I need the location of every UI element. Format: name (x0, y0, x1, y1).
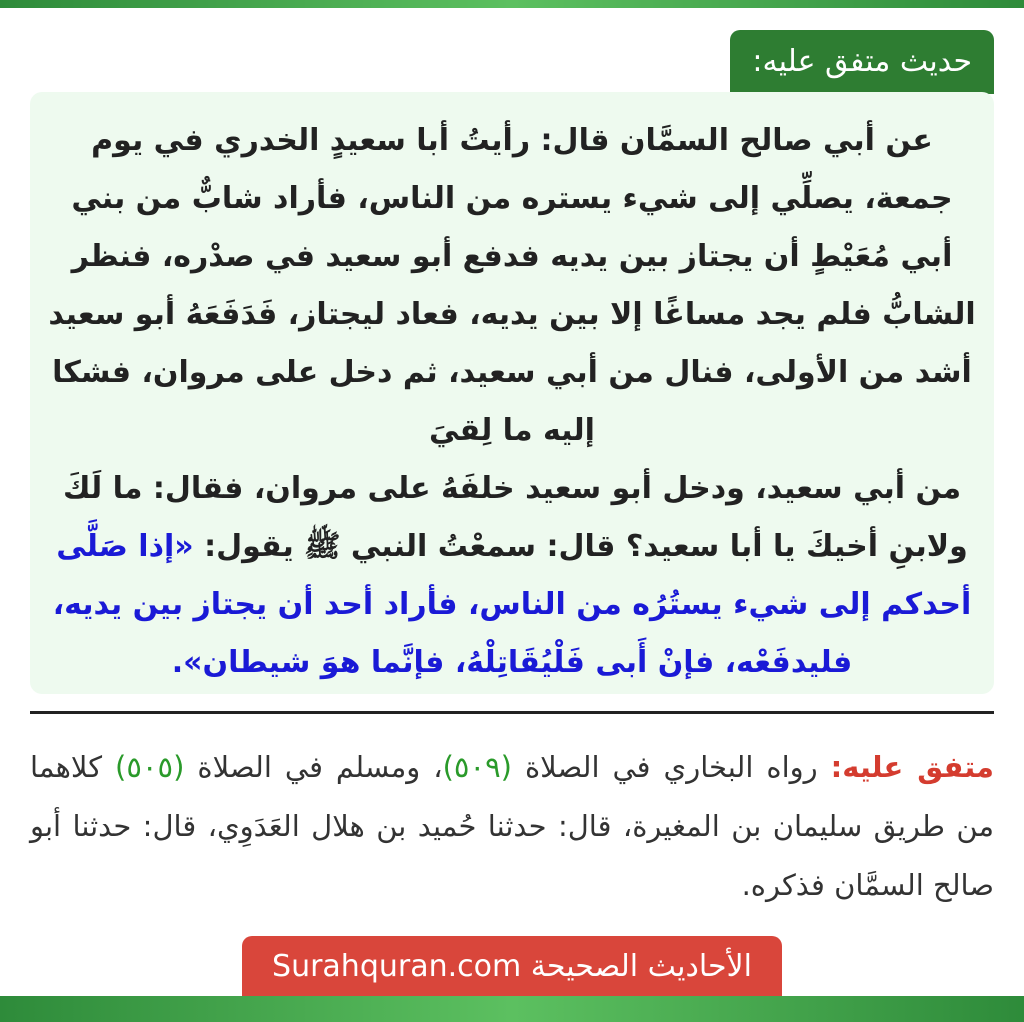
bukhari-number: (٥٠٩) (442, 750, 512, 784)
hadith-type-label: حديث متفق عليه: (730, 30, 994, 94)
takhrij-lead: متفق عليه: (830, 750, 994, 784)
hadith-continuation-text: من أبي سعيد، ودخل أبو سعيد خلفَهُ على مروان، فقال: ما لَكَ ولابنِ أخيكَ يا أبا سعيد؟ قال: سمعْتُ النبي ﷺ يقول: (62, 471, 968, 564)
section-divider (30, 711, 994, 714)
hadith-narration-text: عن أبي صالح السمَّان قال: رأيتُ أبا سعيدٍ الخدري في يوم جمعة، يصلِّي إلى شيء يستره من الناس، فأراد شابٌّ من بني أبي مُعَيْطٍ أن يجتاز بين يديه فدفع أبو سعيد في صدْره، فنظر الشابُّ فلم يجد مساغًا إلا بين يديه، فعاد ليجتاز، فَدَفَعَهُ أبو سعيد أشد من الأولى، فنال من أبي سعيد، ثم دخل على مروان، فشكا إليه ما لِقيَ (48, 123, 976, 448)
takhrij-text-1: رواه البخاري في الصلاة (511, 750, 831, 784)
hadith-continuation (48, 460, 976, 692)
bottom-accent-bar (0, 996, 1024, 1022)
takhrij-text-3: كلاهما من طريق سليمان بن المغيرة، قال: حدثنا حُميد بن هلال العَدَوِي، قال: حدثنا أبو صالح السمَّان فذكره. (30, 750, 994, 902)
top-accent-bar (0, 0, 1024, 8)
hadith-narration (48, 112, 976, 460)
muslim-number: (٥٠٥) (115, 750, 185, 784)
hadith-text-box (30, 92, 994, 694)
prophetic-quote: «إذا صَلَّى أحدكم إلى شيء يستُرُه من الناس، فأراد أحد أن يجتاز بين يديه، فليدفَعْه، فإنْ أَبى فَلْيُقَاتِلْهُ، فإنَّما هوَ شيطان». (52, 529, 972, 680)
takhrij-paragraph (30, 738, 994, 915)
source-badge[interactable]: الأحاديث الصحيحة Surahquran.com (242, 936, 782, 998)
takhrij-text-2: ، ومسلم في الصلاة (184, 750, 443, 784)
